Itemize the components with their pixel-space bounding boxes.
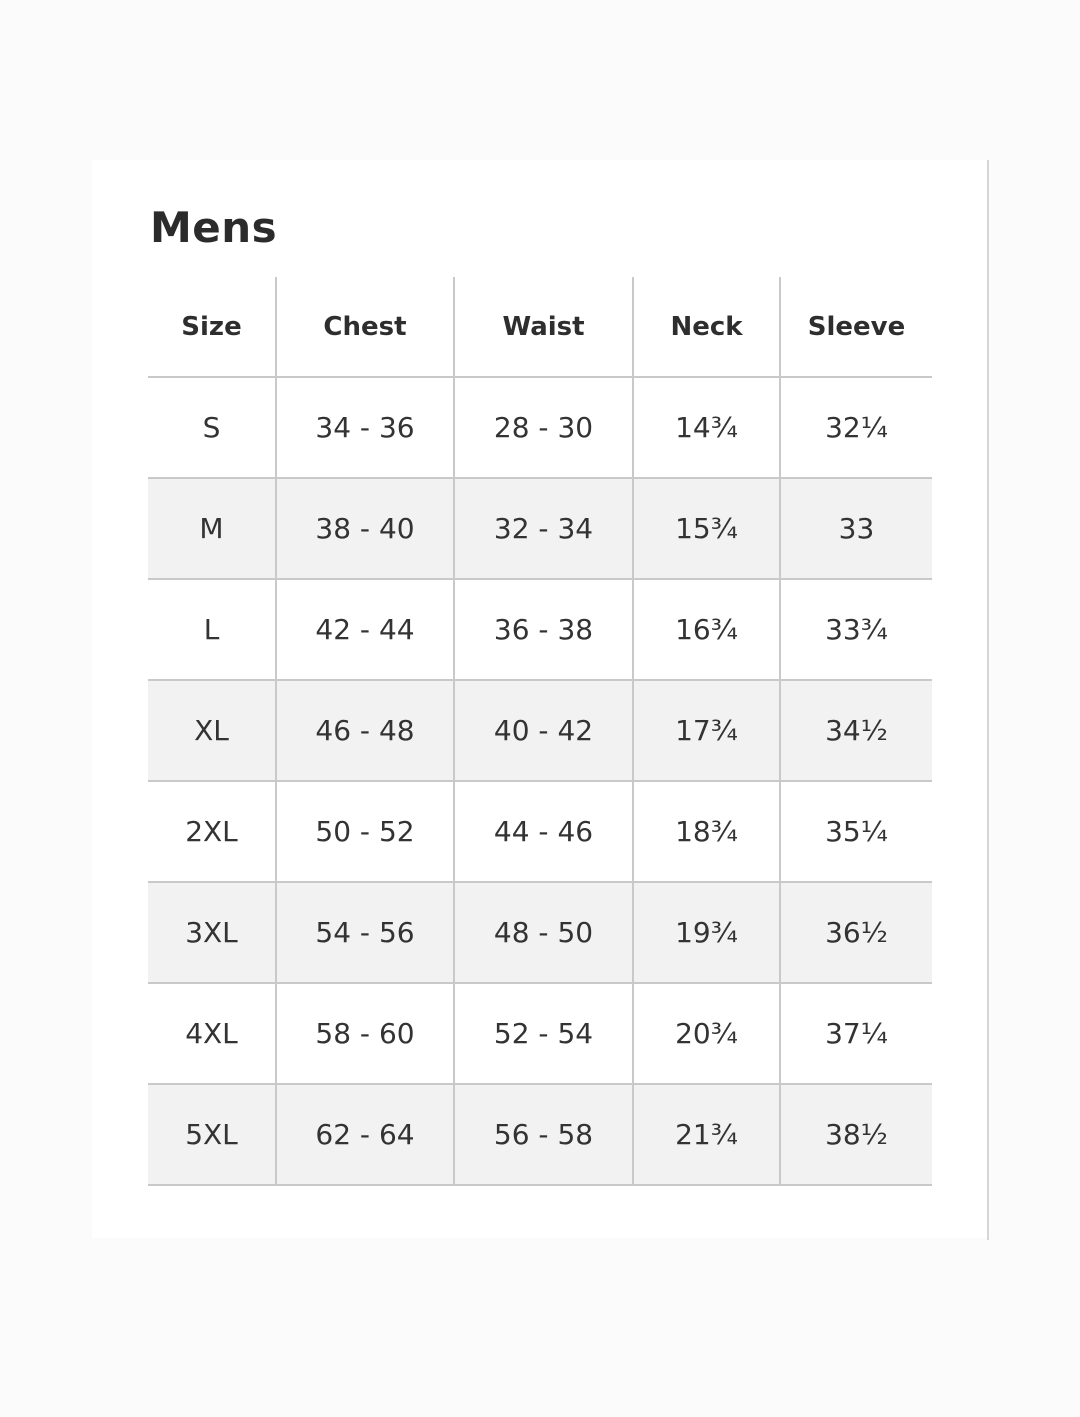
table-row — [148, 1084, 932, 1185]
table-row — [148, 680, 932, 781]
cell-size: M — [148, 478, 276, 579]
table-row — [148, 781, 932, 882]
page-title: Mens — [150, 203, 278, 252]
column-header-size: Size — [148, 277, 276, 377]
cell-waist: 32 - 34 — [454, 478, 633, 579]
cell-size: 2XL — [148, 781, 276, 882]
column-header-waist: Waist — [454, 277, 633, 377]
cell-neck: 17¾ — [633, 680, 780, 781]
column-header-sleeve: Sleeve — [780, 277, 932, 377]
table-row — [148, 579, 932, 680]
cell-chest: 50 - 52 — [276, 781, 454, 882]
cell-waist: 52 - 54 — [454, 983, 633, 1084]
cell-neck: 20¾ — [633, 983, 780, 1084]
cell-sleeve: 35¼ — [780, 781, 932, 882]
cell-size: L — [148, 579, 276, 680]
cell-neck: 21¾ — [633, 1084, 780, 1185]
divider-line — [987, 160, 989, 1240]
cell-chest: 42 - 44 — [276, 579, 454, 680]
cell-sleeve: 34½ — [780, 680, 932, 781]
cell-neck: 14¾ — [633, 377, 780, 478]
table-row — [148, 478, 932, 579]
cell-waist: 48 - 50 — [454, 882, 633, 983]
cell-chest: 34 - 36 — [276, 377, 454, 478]
size-chart-table — [148, 277, 932, 1186]
table-header-row — [148, 277, 932, 377]
column-header-neck: Neck — [633, 277, 780, 377]
table-row — [148, 882, 932, 983]
column-header-chest: Chest — [276, 277, 454, 377]
cell-waist: 44 - 46 — [454, 781, 633, 882]
cell-size: 5XL — [148, 1084, 276, 1185]
cell-size: 3XL — [148, 882, 276, 983]
cell-sleeve: 33¾ — [780, 579, 932, 680]
cell-sleeve: 37¼ — [780, 983, 932, 1084]
cell-size: XL — [148, 680, 276, 781]
cell-size: 4XL — [148, 983, 276, 1084]
cell-waist: 40 - 42 — [454, 680, 633, 781]
cell-waist: 56 - 58 — [454, 1084, 633, 1185]
cell-chest: 62 - 64 — [276, 1084, 454, 1185]
cell-sleeve: 32¼ — [780, 377, 932, 478]
cell-chest: 54 - 56 — [276, 882, 454, 983]
table-row — [148, 983, 932, 1084]
cell-sleeve: 36½ — [780, 882, 932, 983]
cell-size: S — [148, 377, 276, 478]
cell-chest: 46 - 48 — [276, 680, 454, 781]
cell-neck: 16¾ — [633, 579, 780, 680]
cell-neck: 15¾ — [633, 478, 780, 579]
cell-chest: 58 - 60 — [276, 983, 454, 1084]
cell-neck: 18¾ — [633, 781, 780, 882]
cell-neck: 19¾ — [633, 882, 780, 983]
cell-chest: 38 - 40 — [276, 478, 454, 579]
cell-waist: 28 - 30 — [454, 377, 633, 478]
cell-sleeve: 33 — [780, 478, 932, 579]
cell-sleeve: 38½ — [780, 1084, 932, 1185]
table-row — [148, 377, 932, 478]
cell-waist: 36 - 38 — [454, 579, 633, 680]
